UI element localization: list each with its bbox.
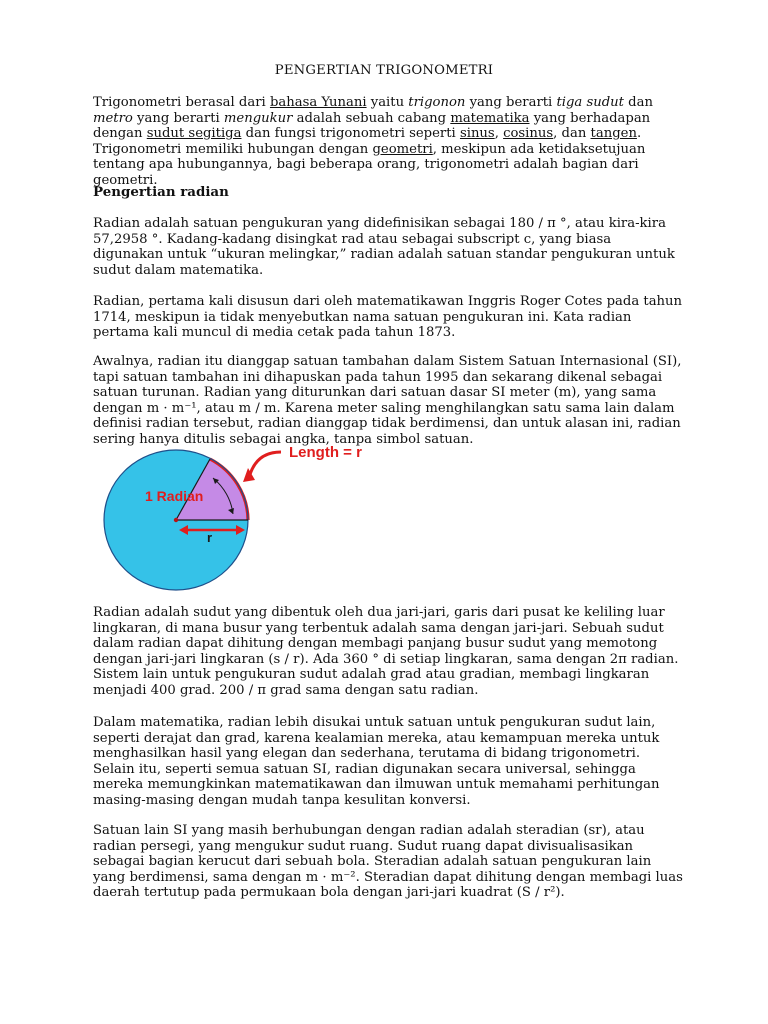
label-1-radian: 1 Radian <box>145 488 204 504</box>
paragraph-radian-angle: Radian adalah sudut yang dibentuk oleh dua jari-jari, garis dari pusat ke keliling luar lingkaran, di mana busur yang terbentuk adalah sama dengan jari-jari. Sebuah sudut dalam radian dapat dihitung dengan membagi panjang busur sudut yang memotong dengan jari-jari lingkaran (s / r). Ada 360 ° di setiap lingkaran, sama dengan 2π radian. Sistem lain untuk pengukuran sudut adalah grad atau gradian, membagi lingkaran menjadi 400 grad. 200 / π grad sama dengan satu radian. <box>93 605 679 698</box>
intro-text: Trigonometri berasal dari <box>93 95 270 110</box>
length-pointer-arrow <box>249 452 281 478</box>
center-point <box>174 518 178 522</box>
intro-text: yang berarti <box>465 95 557 110</box>
intro-paragraph <box>93 95 683 189</box>
paragraph-steradian: Satuan lain SI yang masih berhubungan dengan radian adalah steradian (sr), atau radian persegi, yang mengukur sudut ruang. Sudut ruang dapat divisualisasikan sebagai bagian kerucut dari sebuah bola. Steradian adalah satuan pengukuran lain yang berdimensi, sama dengan m · m⁻². Steradian dapat dihitung dengan membagi luas daerah tertutup pada permukaan bola dengan jari-jari kuadrat (S / r²). <box>93 823 683 901</box>
term-metro: metro <box>93 110 133 126</box>
link-sinus[interactable]: sinus <box>459 126 495 142</box>
term-tiga-sudut: tiga sudut <box>556 95 624 110</box>
label-r: r <box>207 530 213 545</box>
intro-text: yang berhadapan dengan <box>93 110 651 142</box>
page-title: PENGERTIAN TRIGONOMETRI <box>274 63 494 78</box>
intro-text: , dan <box>553 126 591 142</box>
paragraph-radian-preference: Dalam matematika, radian lebih disukai untuk satuan untuk pengukuran sudut lain, seperti derajat dan grad, karena kealamian mereka, atau kemampuan mereka untuk menghasilkan hasil yang elegan dan sederhana, terutama di bidang trigonometri. Selain itu, seperti semua satuan SI, radian digunakan secara universal, sehingga mereka memungkinkan matematikawan dan ilmuwan untuk memahami perhitungan masing-masing dengan mudah tanpa kesulitan konversi. <box>93 715 660 808</box>
paragraph-radian-history: Radian, pertama kali disusun dari oleh matematikawan Inggris Roger Cotes pada tahun 1714, meskipun ia tidak menyebutkan nama satuan pengukuran ini. Kata radian pertama kali muncul di media cetak pada tahun 1873. <box>93 294 683 341</box>
intro-text: yang berarti <box>132 110 224 126</box>
intro-text: dan fungsi trigonometri seperti <box>241 126 460 142</box>
intro-text: , <box>494 126 504 142</box>
term-trigonon: trigonon <box>408 95 466 110</box>
paragraph-radian-definition: Radian adalah satuan pengukuran yang didefinisikan sebagai 180 / π °, atau kira-kira 57,2958 °. Kadang-kadang disingkat rad atau sebagai subscript c, yang biasa digunakan untuk “ukuran melingkar,” radian adalah satuan standar pengukuran untuk sudut dalam matematika. <box>93 216 675 278</box>
link-matematika[interactable]: matematika <box>450 110 530 126</box>
radian-diagram-svg <box>93 444 383 592</box>
intro-text: dan <box>623 95 653 110</box>
intro-text: adalah sebuah cabang <box>292 110 451 126</box>
term-mengukur: mengukur <box>223 110 293 126</box>
intro-text: yaitu <box>366 95 409 110</box>
link-sudut-segitiga[interactable]: sudut segitiga <box>146 126 242 142</box>
radian-diagram <box>93 444 383 592</box>
label-length: Length = r <box>289 444 362 461</box>
link-tangen[interactable]: tangen <box>590 126 637 142</box>
intro-text: . Trigonometri memiliki hubungan dengan <box>93 126 642 157</box>
link-geometri[interactable]: geometri <box>372 141 433 157</box>
link-cosinus[interactable]: cosinus <box>503 126 554 142</box>
link-bahasa-yunani[interactable]: bahasa Yunani <box>269 95 367 110</box>
paragraph-radian-si: Awalnya, radian itu dianggap satuan tambahan dalam Sistem Satuan Internasional (SI), tapi satuan tambahan ini dihapuskan pada tahun 1995 dan sekarang dikenal sebagai satuan turunan. Radian yang diturunkan dari satuan dasar SI meter (m), yang sama dengan m · m⁻¹, atau m / m. Karena meter saling menghilangkan satu sama lain dalam definisi radian tersebut, radian dianggap tidak berdimensi, dan untuk alasan ini, radian sering hanya ditulis sebagai angka, tanpa simbol satuan. <box>93 354 682 447</box>
intro-text: , meskipun ada ketidaksetujuan tentang apa hubungannya, bagi beberapa orang, trigonometri adalah bagian dari geometri. <box>93 141 646 188</box>
section-heading-radian: Pengertian radian <box>93 184 229 200</box>
